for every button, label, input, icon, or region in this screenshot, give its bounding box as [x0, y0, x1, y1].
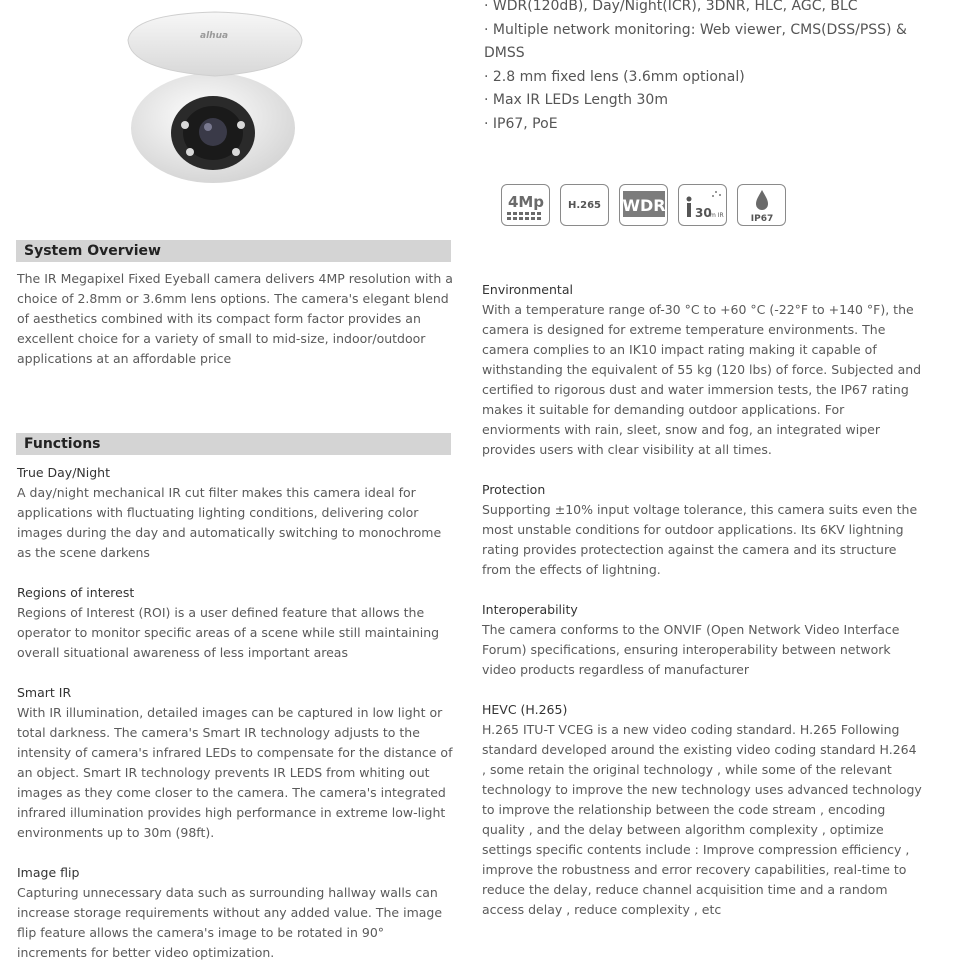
- feature-item: · IP67, PoE: [484, 115, 558, 132]
- badge-wdr-label: WDR: [621, 196, 666, 215]
- section-header-functions: Functions: [16, 433, 451, 455]
- section-title-hevc: HEVC (H.265): [482, 702, 568, 717]
- section-text-environmental: With a temperature range of-30 °C to +60 °C (-22°F to +140 °F), the camera is designed for extreme temperature environments. The camera complies to an IK10 impact rating making it capable of withstanding the equivalent of 55 kg (120 lbs) of force. Subjected and certified to rigorous dust and water immersion tests, the IP67 rating makes it suitable for demanding outdoor applications. For enviorments with rain, sleet, snow and fog, an integrated wiper provides users with clear visibility at all times.: [482, 302, 922, 457]
- camera-product-image: [110, 0, 320, 200]
- section-text-hevc: H.265 ITU-T VCEG is a new video coding standard. H.265 Following standard developed around the existing video coding standard H.264 , some retain the original technology , while some of the relevant technology to improve the new technology uses advanced technology to improve the relationship between the code stream , encoding quality , and the delay between algorithm complexity , optimize settings specific contents include : Improve compression efficiency , improve the robustness and error recovery capabilities, real-time to reduce the delay, reduce channel acquisition time and a random access delay , reduce complexity , etc: [482, 722, 922, 917]
- badge-ir-value: 30: [694, 206, 712, 220]
- feature-item: · Max IR LEDs Length 30m: [484, 92, 668, 108]
- badge-h265: [560, 184, 609, 226]
- function-text-smart-ir: With IR illumination, detailed images can be captured in low light or total darkness. The camera's Smart IR technology adjusts to the intensity of camera's infrared LEDs to compensate for the distance of an object. Smart IR technology prevents IR LEDS from whiting out images as they come closer to the camera. The camera's integrated infrared illumination provides high performance in extreme low-light environments up to 30m (98ft).: [17, 705, 453, 840]
- badge-ip-label: IP67: [750, 214, 773, 224]
- function-text-image-flip: Capturing unnecessary data such as surrounding hallway walls can increase storage requirements without any added value. The image flip feature allows the camera's image to be rotated in 90° increments for better video optimization.: [17, 885, 443, 960]
- badge-4mp-label: 4Mp: [507, 193, 544, 211]
- section-header-system-overview: System Overview: [16, 240, 451, 262]
- section-title-protection: Protection: [482, 482, 546, 497]
- feature-item: · 2.8 mm fixed lens (3.6mm optional): [484, 68, 745, 85]
- feature-list: [484, 0, 954, 136]
- badge-ir-30m: [678, 184, 727, 226]
- function-title-smart-ir: Smart IR: [17, 685, 72, 700]
- function-text-regions-of-interest: Regions of Interest (ROI) is a user defined feature that allows the operator to monitor specific areas of a scene while still maintaining overall situational awareness of less important areas: [17, 605, 440, 660]
- function-title-true-day-night: True Day/Night: [17, 465, 110, 480]
- function-title-regions-of-interest: Regions of interest: [17, 585, 135, 600]
- function-text-true-day-night: A day/night mechanical IR cut filter makes this camera ideal for applications with fluctuating lighting conditions, delivering color images during the day and automatically switching to monochrome as the scene darkens: [17, 485, 442, 560]
- badge-h265-label: H.265: [567, 199, 602, 211]
- section-title-environmental: Environmental: [482, 282, 573, 297]
- feature-item: · Multiple network monitoring: Web viewer, CMS(DSS/PSS) &: [484, 21, 907, 38]
- section-text-protection: Supporting ±10% input voltage tolerance, this camera suits even the most unstable conditions for outdoor applications. Its 6KV lightning rating provides protectection against the camera and its structure from the effects of lightning.: [482, 502, 918, 577]
- badge-ip67: [737, 184, 786, 226]
- feature-item: · WDR(120dB), Day/Night(ICR), 3DNR, HLC, AGC, BLC: [484, 0, 858, 14]
- function-title-image-flip: Image flip: [17, 865, 80, 880]
- badge-wdr: [619, 184, 668, 226]
- water-drop-icon: [756, 190, 768, 210]
- system-overview-text: The IR Megapixel Fixed Eyeball camera delivers 4MP resolution with a choice of 2.8mm or 3.6mm lens options. The camera's elegant blend of aesthetics combined with its compact form factor provides an excellent choice for a variety of small to mid-size, indoor/outdoor applications at an affordable price: [17, 271, 453, 366]
- badge-ir-unit: m IR: [709, 212, 724, 219]
- feature-item: DMSS: [484, 45, 525, 61]
- section-text-interoperability: The camera conforms to the ONVIF (Open Network Video Interface Forum) specifications, ensuring interoperability between network video products regardless of manufacturer: [482, 622, 900, 677]
- feature-badges: [501, 184, 786, 227]
- camera-brand-logo: alhua: [200, 31, 229, 41]
- section-title-interoperability: Interoperability: [482, 602, 578, 617]
- badge-4mp: [501, 184, 550, 226]
